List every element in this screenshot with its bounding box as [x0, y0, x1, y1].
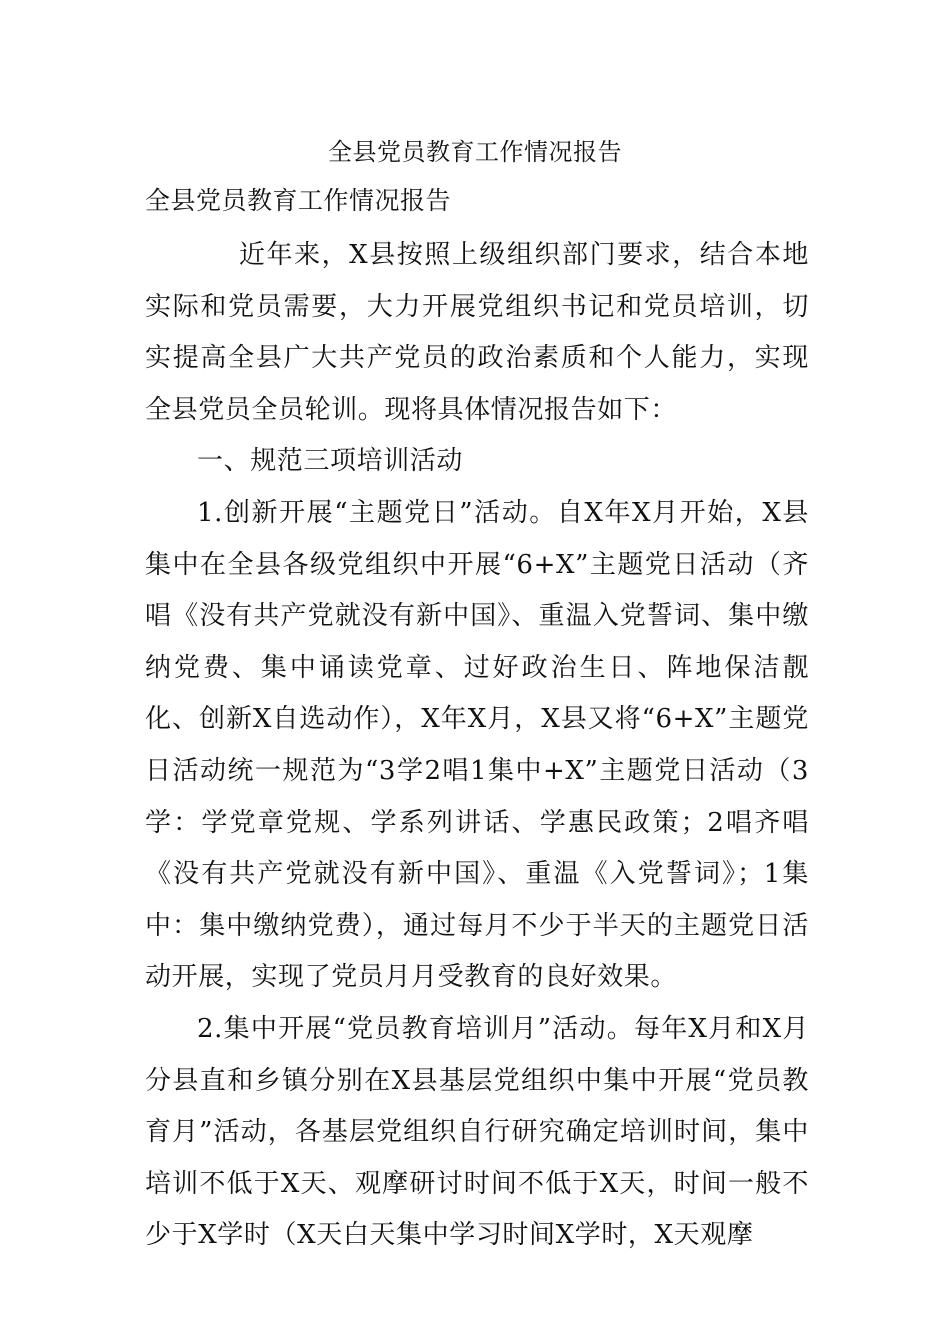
document-subtitle: 全县党员教育工作情况报告: [145, 186, 452, 215]
document-body: [145, 230, 809, 1262]
section-heading-1: 一、规范三项培训活动: [197, 446, 464, 477]
item-paragraph-2: 2.集中开展“党员教育培训月”活动。每年X月和X月分县直和乡镇分别在X县基层党组织中集中开展“党员教育月”活动，各基层党组织自行研究确定培训时间，集中培训不低于X天、观摩研讨时间不低于X天，时间一般不少于X学时（X天白天集中学习时间X学时，X天观摩: [145, 1013, 809, 1251]
document-title: 全县党员教育工作情况报告: [328, 138, 622, 166]
intro-paragraph: 近年来，X县按照上级组织部门要求，结合本地实际和党员需要，大力开展党组织书记和党员培训，切实提高全县广大共产党员的政治素质和个人能力，实现全县党员全员轮训。现将具体情况报告如下：: [145, 240, 809, 425]
item-paragraph-1: 1.创新开展“主题党日”活动。自X年X月开始，X县集中在全县各级党组织中开展“6+X”主题党日活动（齐唱《没有共产党就没有新中国》、重温入党誓词、集中缴纳党费、集中诵读党章、过好政治生日、阵地保洁靓化、创新X自选动作），X年X月，X县又将“6+X”主题党日活动统一规范为“3学2唱1集中+X”主题党日活动（3学：学党章党规、学系列讲话、学惠民政策；2唱齐唱《没有共产党就没有新中国》、重温《入党誓词》；1集中：集中缴纳党费），通过每月不少于半天的主题党日活动开展，实现了党员月月受教育的良好效果。: [145, 497, 809, 993]
